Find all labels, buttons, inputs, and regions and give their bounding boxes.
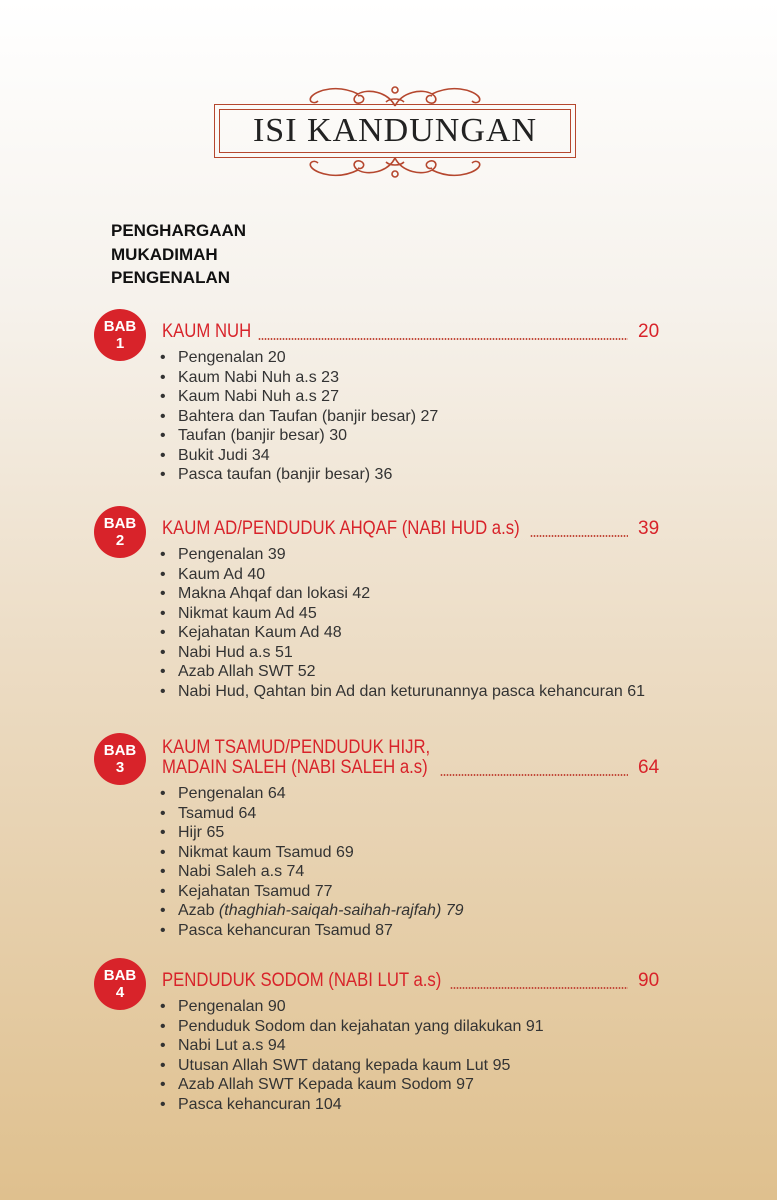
list-item: • Kejahatan Kaum Ad 48 <box>160 624 342 641</box>
chapter-title-3-line-1: KAUM TSAMUD/PENDUDUK HIJR, <box>162 737 431 758</box>
front-matter-penghargaan: PENGHARGAAN <box>111 221 247 240</box>
list-item: • Nabi Hud a.s 51 <box>160 643 293 661</box>
front-matter-pengenalan: PENGENALAN <box>111 268 231 287</box>
list-item: • Nabi Lut a.s 94 <box>160 1037 286 1054</box>
chapter-page-1: 20 <box>638 321 660 342</box>
badge-number: 2 <box>115 532 125 549</box>
list-item: • Pengenalan 64 <box>160 785 286 802</box>
badge-number: 3 <box>115 759 125 776</box>
chapter-badge-2 <box>94 506 146 558</box>
badge-label: BAB <box>103 515 137 532</box>
list-item: • Makna Ahqaf dan lokasi 42 <box>160 585 371 602</box>
list-item: • Kaum Nabi Nuh a.s 23 <box>160 368 339 386</box>
list-item: • Pengenalan 39 <box>160 546 286 563</box>
chapter-badge-1 <box>94 309 146 361</box>
badge-label: BAB <box>103 318 137 335</box>
leader-dots-2 <box>530 535 628 537</box>
list-item: • Pengenalan 20 <box>160 349 286 366</box>
list-item: • Nikmat kaum Tsamud 69 <box>160 843 354 861</box>
list-item: • Nabi Saleh a.s 74 <box>160 863 305 880</box>
list-item: • Hijr 65 <box>160 824 225 841</box>
list-item: • Kaum Ad 40 <box>160 565 266 583</box>
list-item: • Nikmat kaum Ad 45 <box>160 604 317 622</box>
list-item: • Kaum Nabi Nuh a.s 27 <box>160 388 339 405</box>
list-item: • Taufan (banjir besar) 30 <box>160 427 347 444</box>
list-item: • Bahtera dan Taufan (banjir besar) 27 <box>160 407 439 425</box>
list-item: • Tsamud 64 <box>160 804 257 822</box>
front-matter-mukadimah: MUKADIMAH <box>111 245 218 264</box>
list-item: • Utusan Allah SWT datang kepada kaum Lut 95 <box>160 1056 511 1074</box>
chapter-title-2: KAUM AD/PENDUDUK AHQAF (NABI HUD a.s) <box>162 518 520 539</box>
chapter-title-1: KAUM NUH <box>162 321 252 342</box>
chapter-1-sections <box>160 348 438 485</box>
list-item: • Kejahatan Tsamud 77 <box>160 882 333 900</box>
list-item: • Azab Allah SWT 52 <box>160 663 316 680</box>
leader-dots-1 <box>258 338 628 340</box>
badge-label: BAB <box>103 967 137 984</box>
chapter-page-2: 39 <box>638 518 660 539</box>
chapter-badge-3 <box>94 733 146 785</box>
list-item: • Bukit Judi 34 <box>160 446 270 464</box>
leader-dots-4 <box>450 987 628 989</box>
badge-number: 1 <box>115 335 125 352</box>
leader-dots-3 <box>440 774 628 776</box>
chapter-page-4: 90 <box>638 970 660 991</box>
badge-number: 4 <box>115 984 125 1001</box>
chapter-4-sections <box>160 997 544 1114</box>
page-title: ISI KANDUNGAN <box>252 112 538 149</box>
list-item: • Nabi Hud, Qahtan bin Ad dan keturunannya pasca kehancuran 61 <box>160 682 645 700</box>
chapter-2-sections <box>160 545 645 701</box>
list-item: • Azab Allah SWT Kepada kaum Sodom 97 <box>160 1076 474 1093</box>
list-item: • Pasca kehancuran 104 <box>160 1095 342 1113</box>
badge-label: BAB <box>103 742 137 759</box>
bottom-scroll-ornament <box>298 156 492 182</box>
chapter-3-sections <box>160 784 464 940</box>
list-item: • Azab (thaghiah-saiqah-saihah-rajfah) 79 <box>160 902 464 919</box>
list-item: • Pengenalan 90 <box>160 998 286 1015</box>
chapter-title-4: PENDUDUK SODOM (NABI LUT a.s) <box>162 970 442 991</box>
list-item: • Penduduk Sodom dan kejahatan yang dilakukan 91 <box>160 1017 544 1035</box>
chapter-page-3: 64 <box>638 757 660 778</box>
chapter-badge-4 <box>94 958 146 1010</box>
list-item: • Pasca taufan (banjir besar) 36 <box>160 466 393 483</box>
chapter-title-3-line-2: MADAIN SALEH (NABI SALEH a.s) <box>162 757 428 778</box>
list-item: • Pasca kehancuran Tsamud 87 <box>160 921 393 939</box>
